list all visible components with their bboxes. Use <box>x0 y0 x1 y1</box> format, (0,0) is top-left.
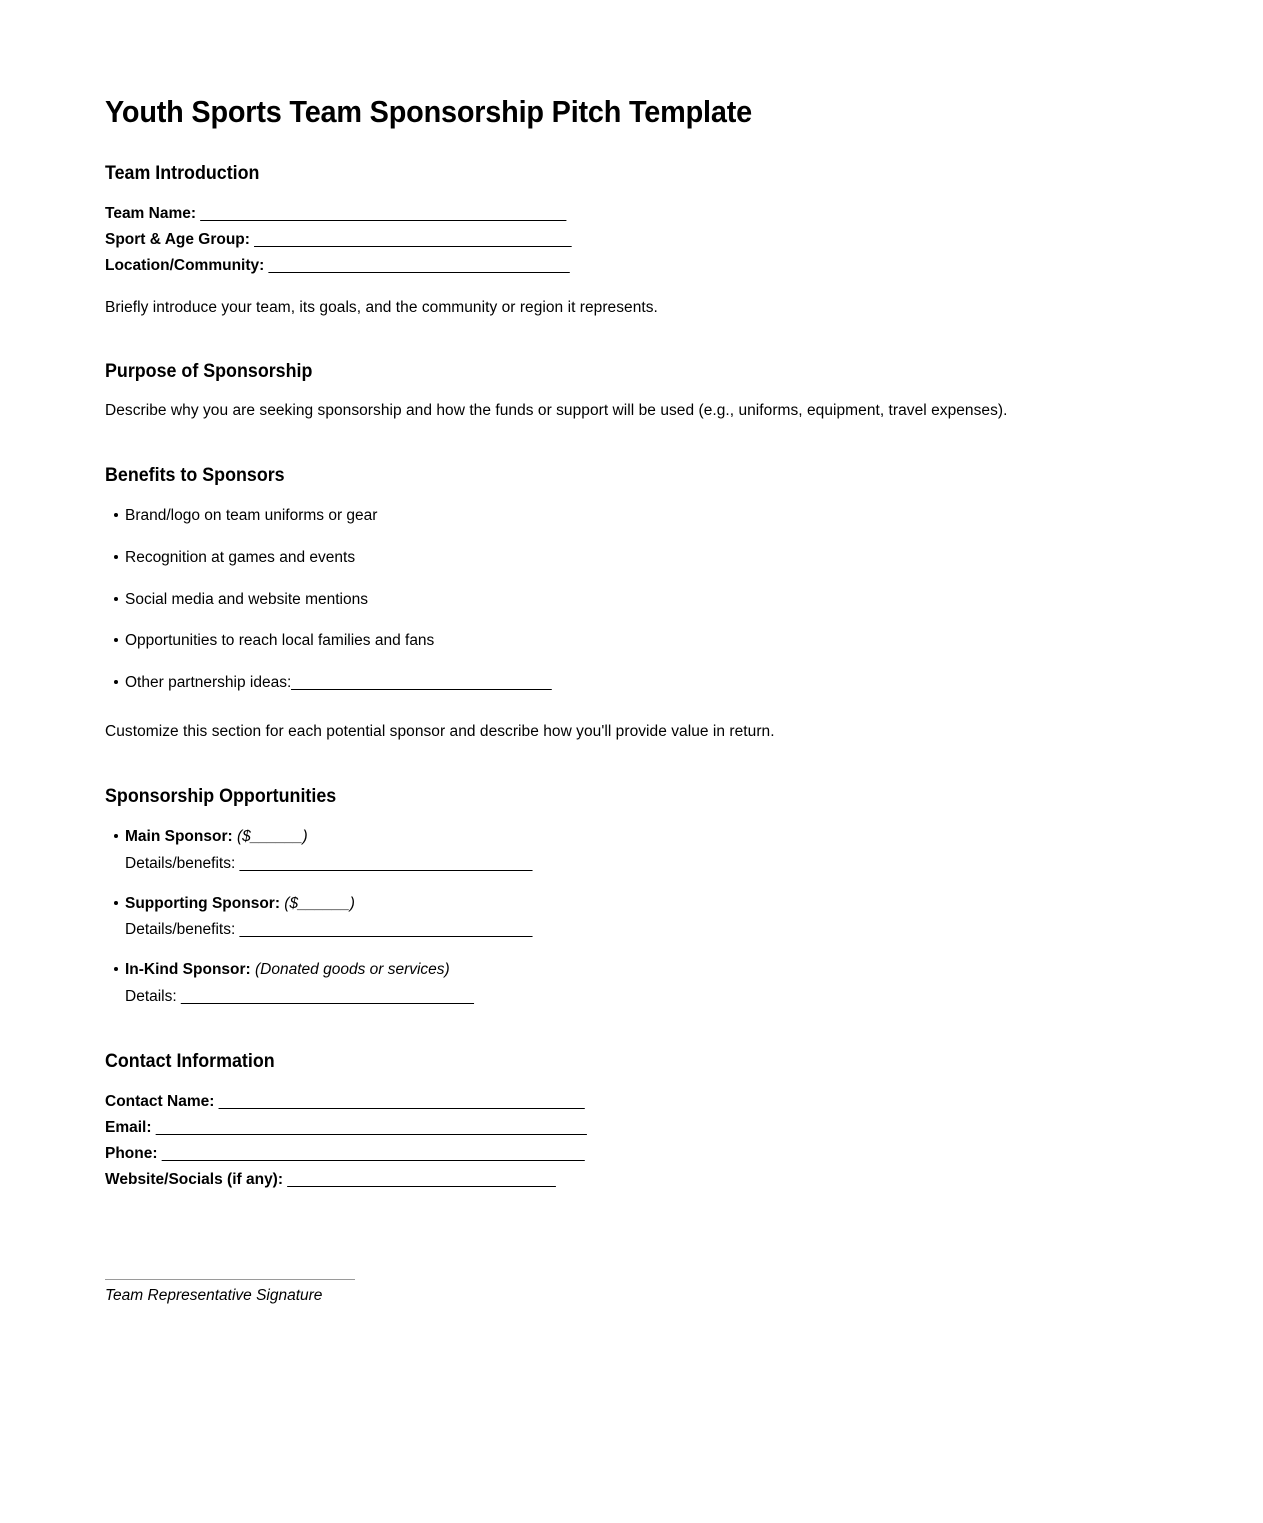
benefits-to-sponsors-instruction: Customize this section for each potential sponsor and describe how you'll provide value in return. <box>105 723 775 740</box>
section-heading-sponsorship-opportunities: Sponsorship Opportunities <box>105 786 337 807</box>
field-website-socials-label: Website/Socials (if any): <box>105 1171 284 1188</box>
list-item <box>105 631 434 651</box>
other-partnership-ideas-blank[interactable]: ________________________________ <box>291 674 552 691</box>
list-item <box>105 506 377 526</box>
field-location-community-blank[interactable]: _____________________________________ <box>268 257 570 274</box>
field-email-label: Email: <box>105 1119 152 1136</box>
benefit-text: Recognition at games and events <box>125 549 356 566</box>
tier-label-in-kind-sponsor: In-Kind Sponsor: <box>125 961 251 978</box>
tier-details-blank[interactable]: ____________________________________ <box>181 988 474 1005</box>
tier-note-in-kind-sponsor: (Donated goods or services) <box>255 961 450 978</box>
tier-label-main-sponsor: Main Sponsor: <box>125 828 233 845</box>
field-email-blank[interactable]: _____________________________________________________ <box>155 1119 587 1136</box>
field-team-name-blank[interactable]: _____________________________________________ <box>200 205 566 222</box>
field-sport-age-group-label: Sport & Age Group: <box>105 231 250 248</box>
bullet-icon <box>114 967 118 971</box>
bullet-icon <box>114 513 118 517</box>
bullet-icon <box>114 901 118 905</box>
bullet-icon <box>114 555 118 559</box>
tier-amount-main-sponsor[interactable]: ($______) <box>236 828 308 845</box>
field-team-name-label: Team Name: <box>105 205 197 222</box>
tier-amount-supporting-sponsor[interactable]: ($______) <box>284 895 355 912</box>
section-heading-team-introduction: Team Introduction <box>105 163 260 184</box>
purpose-of-sponsorship-instruction: Describe why you are seeking sponsorship and how the funds or support will be used (e.g., uniforms, equipment, travel expenses). <box>105 402 1008 419</box>
bullet-icon <box>114 597 118 601</box>
section-heading-contact-information: Contact Information <box>105 1051 275 1072</box>
list-item <box>105 827 308 847</box>
field-team-name <box>105 204 566 224</box>
field-phone-label: Phone: <box>105 1145 158 1162</box>
tier-details-label: Details: <box>125 988 181 1005</box>
tier-details-main-sponsor <box>125 854 532 874</box>
section-heading-benefits-to-sponsors: Benefits to Sponsors <box>105 465 285 486</box>
bullet-icon <box>114 834 118 838</box>
benefit-text: Other partnership ideas: <box>125 674 292 691</box>
tier-details-blank[interactable]: ____________________________________ <box>239 855 532 872</box>
bullet-icon <box>114 680 118 684</box>
field-contact-name-label: Contact Name: <box>105 1093 215 1110</box>
signature-line[interactable] <box>105 1279 355 1280</box>
field-contact-name <box>105 1092 584 1112</box>
bullet-icon <box>114 638 118 642</box>
page-title: Youth Sports Team Sponsorship Pitch Template <box>105 94 752 129</box>
field-sport-age-group <box>105 230 571 250</box>
field-location-community-label: Location/Community: <box>105 257 265 274</box>
tier-details-supporting-sponsor <box>125 920 532 940</box>
list-item <box>105 960 450 980</box>
team-introduction-instruction: Briefly introduce your team, its goals, and the community or region it represents. <box>105 299 658 316</box>
list-item <box>105 548 355 568</box>
field-email <box>105 1118 586 1138</box>
benefit-text: Brand/logo on team uniforms or gear <box>125 507 378 524</box>
list-item <box>105 894 355 914</box>
benefit-text: Opportunities to reach local families and fans <box>125 632 435 649</box>
tier-details-in-kind-sponsor <box>125 987 473 1007</box>
field-location-community <box>105 256 569 276</box>
signature-caption: Team Representative Signature <box>105 1287 323 1304</box>
section-heading-purpose-of-sponsorship: Purpose of Sponsorship <box>105 361 313 382</box>
tier-details-label: Details/benefits: <box>125 855 240 872</box>
tier-details-label: Details/benefits: <box>125 921 240 938</box>
tier-details-blank[interactable]: ____________________________________ <box>239 921 532 938</box>
field-website-socials <box>105 1170 555 1190</box>
field-phone <box>105 1144 584 1164</box>
benefit-text: Social media and website mentions <box>125 591 368 608</box>
list-item <box>105 590 368 610</box>
list-item <box>105 673 551 693</box>
field-sport-age-group-blank[interactable]: _______________________________________ <box>254 231 571 248</box>
field-phone-blank[interactable]: ____________________________________________________ <box>161 1145 585 1162</box>
field-contact-name-blank[interactable]: _____________________________________________ <box>218 1093 585 1110</box>
field-website-socials-blank[interactable]: _________________________________ <box>287 1171 556 1188</box>
tier-label-supporting-sponsor: Supporting Sponsor: <box>125 895 280 912</box>
